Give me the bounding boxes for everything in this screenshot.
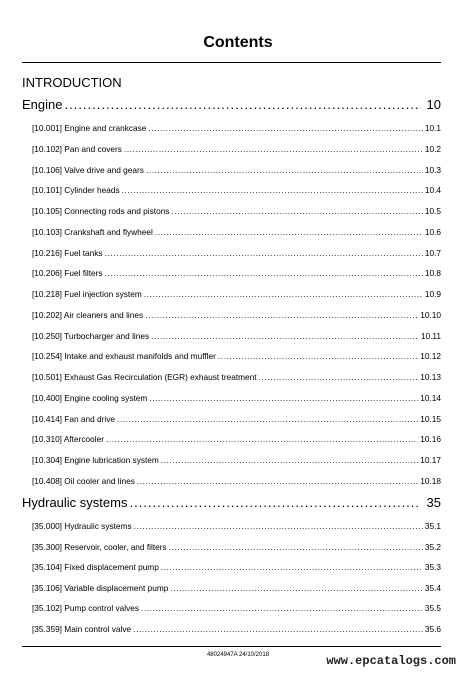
dot-leader xyxy=(145,310,418,320)
footer-rule xyxy=(22,646,441,647)
entry-page: 10.1 xyxy=(424,123,441,133)
dot-leader xyxy=(169,542,423,552)
dot-leader xyxy=(106,434,418,444)
entry-label: [10.206] Fuel filters xyxy=(32,268,103,278)
entry-page: 35.3 xyxy=(424,562,441,572)
entry-label: [10.001] Engine and crankcase xyxy=(32,123,147,133)
dot-leader xyxy=(129,495,420,510)
chapter-label: Engine xyxy=(22,97,63,112)
dot-leader xyxy=(133,624,423,634)
introduction-heading: INTRODUCTION xyxy=(22,75,122,90)
entry-label: [10.102] Pan and covers xyxy=(32,144,122,154)
entry-label: [10.250] Turbocharger and lines xyxy=(32,331,150,341)
toc-entry[interactable] xyxy=(32,393,441,403)
entry-page: 10.7 xyxy=(424,248,441,258)
toc-entry[interactable] xyxy=(32,144,441,154)
dot-leader xyxy=(124,144,423,154)
toc-entry[interactable] xyxy=(32,268,441,278)
entry-page: 10.17 xyxy=(420,455,441,465)
toc-entry[interactable] xyxy=(32,521,441,531)
dot-leader xyxy=(155,227,423,237)
dot-leader xyxy=(144,289,423,299)
entry-page: 10.8 xyxy=(424,268,441,278)
entry-label: [10.202] Air cleaners and lines xyxy=(32,310,144,320)
entry-label: [35.106] Variable displacement pump xyxy=(32,583,169,593)
toc-entry[interactable] xyxy=(32,310,441,320)
entry-label: [35.102] Pump control valves xyxy=(32,603,139,613)
entry-page: 35.4 xyxy=(424,583,441,593)
entry-label: [10.304] Engine lubrication system xyxy=(32,455,159,465)
entry-label: [10.408] Oil cooler and lines xyxy=(32,476,135,486)
entry-label: [35.359] Main control valve xyxy=(32,624,132,634)
toc-chapter-engine[interactable] xyxy=(22,97,441,112)
dot-leader xyxy=(149,393,418,403)
entry-label: [35.300] Reservoir, cooler, and filters xyxy=(32,542,167,552)
dot-leader xyxy=(134,521,423,531)
watermark: www.epcatalogs.com xyxy=(326,654,456,668)
page-title: Contents xyxy=(203,34,273,51)
dot-leader xyxy=(259,372,419,382)
entry-page: 10.13 xyxy=(420,372,441,382)
dot-leader xyxy=(218,351,418,361)
entry-label: [10.501] Exhaust Gas Recirculation (EGR) exhaust treatment xyxy=(32,372,257,382)
toc-entry[interactable] xyxy=(32,603,441,613)
toc-entry[interactable] xyxy=(32,123,441,133)
entry-label: [10.400] Engine cooling system xyxy=(32,393,148,403)
dot-leader xyxy=(171,206,422,216)
entry-page: 10.3 xyxy=(424,165,441,175)
toc-entry[interactable] xyxy=(32,185,441,195)
dot-leader xyxy=(161,455,418,465)
toc-entry[interactable] xyxy=(32,562,441,572)
entry-page: 10.16 xyxy=(420,434,441,444)
toc-entry[interactable] xyxy=(32,165,441,175)
toc-entry[interactable] xyxy=(32,248,441,258)
entry-label: [10.218] Fuel injection system xyxy=(32,289,142,299)
footer-document-id: 48024947A 24/10/2018 xyxy=(206,652,270,658)
entry-label: [10.216] Fuel tanks xyxy=(32,248,103,258)
toc-entry[interactable] xyxy=(32,414,441,424)
toc-entry[interactable] xyxy=(32,351,441,361)
entry-page: 10.11 xyxy=(420,331,441,341)
toc-entry[interactable] xyxy=(32,372,441,382)
toc-entry[interactable] xyxy=(32,331,441,341)
entry-label: [10.101] Cylinder heads xyxy=(32,185,120,195)
toc-entry[interactable] xyxy=(32,434,441,444)
entry-page: 35.1 xyxy=(424,521,441,531)
entry-label: [10.105] Connecting rods and pistons xyxy=(32,206,170,216)
entry-page: 35.2 xyxy=(424,542,441,552)
entry-label: [10.103] Crankshaft and flywheel xyxy=(32,227,153,237)
chapter-page: 10 xyxy=(426,97,441,112)
chapter-page: 35 xyxy=(426,495,441,510)
entry-label: [35.000] Hydraulic systems xyxy=(32,521,132,531)
dot-leader xyxy=(64,97,420,112)
dot-leader xyxy=(117,414,418,424)
entry-label: [10.106] Valve drive and gears xyxy=(32,165,144,175)
dot-leader xyxy=(137,476,418,486)
dot-leader xyxy=(151,331,419,341)
entry-page: 10.2 xyxy=(424,144,441,154)
entry-page: 35.6 xyxy=(424,624,441,634)
dot-leader xyxy=(146,165,423,175)
entry-page: 10.12 xyxy=(420,351,441,361)
entry-page: 35.5 xyxy=(424,603,441,613)
entry-page: 10.14 xyxy=(420,393,441,403)
entry-page: 10.5 xyxy=(424,206,441,216)
toc-chapter-hydraulic-systems[interactable] xyxy=(22,495,441,510)
dot-leader xyxy=(170,583,422,593)
entry-page: 10.6 xyxy=(424,227,441,237)
toc-entry[interactable] xyxy=(32,289,441,299)
entry-label: [10.254] Intake and exhaust manifolds and muffler xyxy=(32,351,216,361)
entry-page: 10.4 xyxy=(424,185,441,195)
dot-leader xyxy=(105,248,423,258)
entry-page: 10.18 xyxy=(420,476,441,486)
entry-label: [10.310] Aftercooler xyxy=(32,434,104,444)
entry-label: [10.414] Fan and drive xyxy=(32,414,116,424)
chapter-label: Hydraulic systems xyxy=(22,495,128,510)
dot-leader xyxy=(148,123,422,133)
toc-entry[interactable] xyxy=(32,206,441,216)
entry-page: 10.10 xyxy=(420,310,441,320)
title-rule xyxy=(22,62,441,63)
toc-entry[interactable] xyxy=(32,583,441,593)
toc-entry[interactable] xyxy=(32,455,441,465)
dot-leader xyxy=(105,268,423,278)
dot-leader xyxy=(141,603,423,613)
entry-page: 10.9 xyxy=(424,289,441,299)
dot-leader xyxy=(161,562,423,572)
toc-entry[interactable] xyxy=(32,227,441,237)
dot-leader xyxy=(122,185,423,195)
entry-page: 10.15 xyxy=(420,414,441,424)
toc-entry[interactable] xyxy=(32,624,441,634)
toc-entry[interactable] xyxy=(32,476,441,486)
entry-label: [35.104] Fixed displacement pump xyxy=(32,562,159,572)
toc-entry[interactable] xyxy=(32,542,441,552)
